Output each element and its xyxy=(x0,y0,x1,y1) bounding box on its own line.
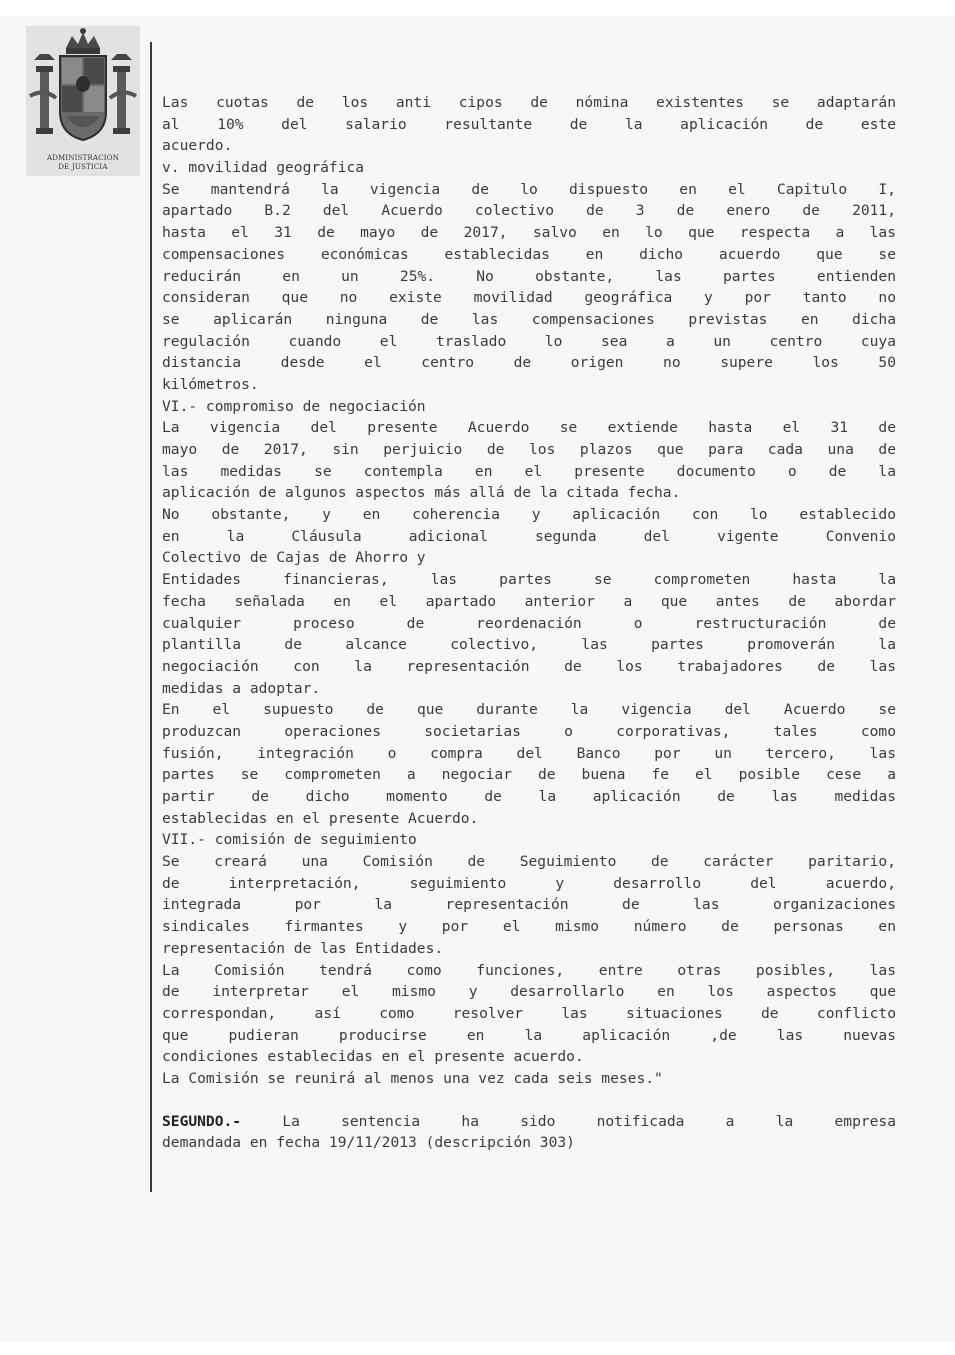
text-line: Se creará una Comisión de Seguimiento de carácter paritario, xyxy=(162,853,896,871)
text-line: acuerdo. xyxy=(162,137,233,155)
text-line: La Comisión se reunirá al menos una vez cada seis meses." xyxy=(162,1069,663,1087)
text-line: kilómetros. xyxy=(162,375,259,393)
text-line xyxy=(162,1111,896,1133)
text-line: integrada por la representación de las organizaciones xyxy=(162,896,896,914)
text-line: condiciones establecidas en el presente acuerdo. xyxy=(162,1048,584,1066)
text-line: partes se comprometen a negociar de buena fe el posible cese a xyxy=(162,766,896,784)
text-line: aplicación de algunos aspectos más allá de la citada fecha. xyxy=(162,484,681,502)
text-line: regulación cuando el traslado lo sea a un centro cuya xyxy=(162,332,896,350)
text-line: v. movilidad geográfica xyxy=(162,159,365,177)
segundo-paragraph xyxy=(162,1111,896,1154)
text-line: fecha señalada en el apartado anterior a que antes de abordar xyxy=(162,592,896,610)
text-line: partir de dicho momento de la aplicación de las medidas xyxy=(162,788,896,805)
paragraph xyxy=(162,699,896,829)
text-line: establecidas en el presente Acuerdo. xyxy=(162,809,479,827)
text-line: Colectivo de Cajas de Ahorro y xyxy=(162,549,426,567)
paragraph xyxy=(162,504,896,569)
seal-caption-line2: DE JUSTICIA xyxy=(58,163,108,171)
text-line: cualquier proceso de reordenación o restructuración de xyxy=(162,614,896,632)
text-line: medidas a adoptar. xyxy=(162,679,321,697)
text-line: sindicales firmantes y por el mismo número de personas en xyxy=(162,918,896,936)
paragraph xyxy=(162,179,896,396)
text-line: En el supuesto de que durante la vigencia del Acuerdo se xyxy=(162,701,896,719)
text-line: correspondan, así como resolver las situaciones de conflicto xyxy=(162,1004,896,1022)
paragraph xyxy=(162,960,896,1068)
text-line: Entidades financieras, las partes se comprometen hasta la xyxy=(162,571,896,589)
section-heading-v xyxy=(162,157,896,179)
text-line: La vigencia del presente Acuerdo se extiende hasta el 31 de xyxy=(162,419,896,437)
text-line: de interpretación, seguimiento y desarrollo del acuerdo, xyxy=(162,874,896,892)
text-line: las medidas se contempla en el presente documento o de la xyxy=(162,462,896,480)
text-line: en la Cláusula adicional segunda del vigente Convenio xyxy=(162,527,896,545)
text-line: La Comisión tendrá como funciones, entre otras posibles, las xyxy=(162,961,896,979)
paragraph xyxy=(162,851,896,959)
text-line: distancia desde el centro de origen no supere los 50 xyxy=(162,354,896,372)
text-line: consideran que no existe movilidad geográfica y por tanto no xyxy=(162,289,896,307)
paragraph xyxy=(162,417,896,504)
text-line: de interpretar el mismo y desarrollarlo en los aspectos que xyxy=(162,983,896,1001)
text-line: hasta el 31 de mayo de 2017, salvo en lo que respecta a las xyxy=(162,224,896,242)
ministry-seal xyxy=(26,26,140,176)
section-heading-vii xyxy=(162,829,896,851)
paragraph-gap xyxy=(162,1090,896,1111)
text-line: VII.- comisión de seguimiento xyxy=(162,831,417,849)
paragraph xyxy=(162,92,896,157)
text-line: fusión, integración o compra del Banco por un tercero, las xyxy=(162,744,896,762)
segundo-label: SEGUNDO.- xyxy=(162,1112,242,1130)
text-line: representación de las Entidades. xyxy=(162,939,444,957)
coat-of-arms-icon xyxy=(26,26,140,150)
section-heading-vi xyxy=(162,396,896,418)
text-line: plantilla de alcance colectivo, las partes promoverán la xyxy=(162,636,896,654)
segundo-text: La sentencia ha sido notificada a la empresa xyxy=(282,1112,896,1130)
text-line: demandada en fecha 19/11/2013 (descripción 303) xyxy=(162,1134,575,1152)
text-line: produzcan operaciones societarias o corporativas, tales como xyxy=(162,722,896,740)
text-line: reducirán en un 25%. No obstante, las partes entienden xyxy=(162,267,896,285)
document-body xyxy=(162,92,896,1154)
text-line: que pudieran producirse en la aplicación ,de las nuevas xyxy=(162,1026,896,1044)
text-line: compensaciones económicas establecidas en dicho acuerdo que se xyxy=(162,245,896,263)
text-line: Las cuotas de los anti cipos de nómina existentes se adaptarán xyxy=(162,94,896,111)
text-line: mayo de 2017, sin perjuicio de los plazos que para cada una de xyxy=(162,441,896,458)
text-line: al 10% del salario resultante de la aplicación de este xyxy=(162,115,896,133)
seal-caption-line1: ADMINISTRACION xyxy=(46,154,120,162)
paragraph xyxy=(162,569,896,699)
margin-rule xyxy=(150,42,152,1192)
text-line: apartado B.2 del Acuerdo colectivo de 3 de enero de 2011, xyxy=(162,202,896,220)
text-line: negociación con la representación de los trabajadores de las xyxy=(162,657,896,675)
text-line: se aplicarán ninguna de las compensaciones previstas en dicha xyxy=(162,310,896,328)
paragraph xyxy=(162,1068,896,1090)
text-line: VI.- compromiso de negociación xyxy=(162,397,426,415)
text-line: No obstante, y en coherencia y aplicación con lo establecido xyxy=(162,506,896,524)
text-line: Se mantendrá la vigencia de lo dispuesto en el Capitulo I, xyxy=(162,180,896,198)
